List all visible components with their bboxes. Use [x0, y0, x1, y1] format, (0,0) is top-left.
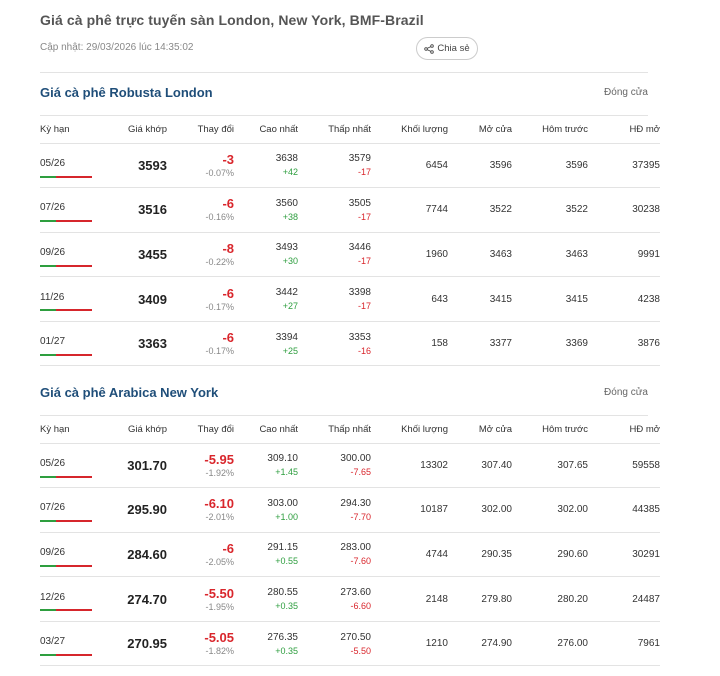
- low-value: 3579: [348, 153, 371, 165]
- prev-value: 290.60: [557, 548, 588, 560]
- high-cell: [234, 621, 298, 666]
- share-icon: [424, 44, 434, 54]
- table-row[interactable]: [40, 532, 660, 577]
- high-value: 3493: [275, 242, 298, 254]
- high-value: 291.15: [267, 542, 298, 554]
- change-value: -8: [222, 240, 234, 256]
- range-bar: [40, 565, 92, 567]
- arabica-rows: [40, 443, 660, 666]
- table-row[interactable]: [40, 188, 660, 233]
- high-value: 3560: [275, 197, 298, 209]
- term-cell: [40, 143, 100, 188]
- col-header-change: Thay đổi: [167, 416, 234, 443]
- high-cell: [234, 143, 298, 188]
- table-row[interactable]: [40, 577, 660, 622]
- range-bar: [40, 354, 92, 356]
- volume-cell: [371, 188, 448, 233]
- low-diff: -7.60: [350, 556, 371, 567]
- low-diff: -17: [357, 167, 371, 178]
- volume-cell: [371, 277, 448, 322]
- open-value: 3522: [489, 204, 512, 216]
- high-value: 3638: [275, 153, 298, 165]
- share-label: Chia sẻ: [437, 43, 470, 54]
- high-value: 3394: [275, 331, 298, 343]
- range-bar: [40, 265, 92, 267]
- prev-value: 3369: [565, 338, 588, 350]
- prev-value: 302.00: [557, 504, 588, 516]
- col-header-term: Kỳ hạn: [40, 416, 100, 443]
- low-value: 273.60: [340, 587, 371, 599]
- low-cell: [298, 488, 371, 533]
- col-header-oi: HĐ mở: [588, 416, 660, 443]
- change-value: -6.10: [204, 496, 234, 512]
- table-row[interactable]: [40, 321, 660, 366]
- prev-cell: [512, 577, 588, 622]
- open-value: 3415: [489, 293, 512, 305]
- open-cell: [448, 532, 512, 577]
- volume-value: 643: [431, 293, 448, 305]
- term-label: 03/27: [40, 636, 66, 648]
- price-cell: [100, 488, 167, 533]
- prev-cell: [512, 532, 588, 577]
- change-value: -3: [222, 151, 234, 167]
- volume-value: 2148: [425, 593, 448, 605]
- col-header-volume: Khối lượng: [371, 416, 448, 443]
- col-header-change: Thay đổi: [167, 116, 234, 143]
- volume-value: 13302: [420, 459, 448, 471]
- term-cell: [40, 277, 100, 322]
- change-value: -6: [222, 285, 234, 301]
- low-cell: [298, 532, 371, 577]
- change-cell: [167, 621, 234, 666]
- oi-cell: [588, 488, 660, 533]
- change-percent: -0.07%: [205, 167, 234, 178]
- high-diff: +0.55: [275, 556, 298, 567]
- high-cell: [234, 488, 298, 533]
- high-diff: +42: [282, 167, 298, 178]
- price-cell: [100, 532, 167, 577]
- open-cell: [448, 188, 512, 233]
- section-title-arabica: Giá cà phê Arabica New York: [40, 385, 219, 400]
- change-percent: -2.01%: [205, 512, 234, 523]
- high-value: 276.35: [267, 631, 298, 643]
- match-price: 284.60: [127, 546, 167, 562]
- term-label: 07/26: [40, 502, 66, 514]
- change-cell: [167, 232, 234, 277]
- low-cell: [298, 321, 371, 366]
- prev-cell: [512, 443, 588, 488]
- volume-value: 7744: [425, 204, 448, 216]
- low-value: 294.30: [340, 497, 371, 509]
- term-label: 05/26: [40, 157, 66, 169]
- table-row[interactable]: [40, 232, 660, 277]
- low-value: 3505: [348, 197, 371, 209]
- volume-cell: [371, 232, 448, 277]
- volume-cell: [371, 143, 448, 188]
- price-cell: [100, 143, 167, 188]
- term-label: 01/27: [40, 336, 66, 348]
- match-price: 295.90: [127, 502, 167, 518]
- term-label: 07/26: [40, 202, 66, 214]
- col-header-price: Giá khớp: [100, 116, 167, 143]
- change-value: -5.50: [204, 585, 234, 601]
- open-value: 3463: [489, 248, 512, 260]
- prev-value: 3522: [565, 204, 588, 216]
- price-cell: [100, 443, 167, 488]
- open-value: 302.00: [481, 504, 512, 516]
- arabica-table: [40, 416, 660, 666]
- open-cell: [448, 621, 512, 666]
- price-cell: [100, 621, 167, 666]
- low-diff: -16: [357, 345, 371, 356]
- match-price: 274.70: [127, 591, 167, 607]
- table-row[interactable]: [40, 443, 660, 488]
- high-cell: [234, 532, 298, 577]
- change-cell: [167, 188, 234, 233]
- updated-timestamp: Cập nhật: 29/03/2026 lúc 14:35:02: [40, 42, 194, 53]
- robusta-rows: [40, 143, 660, 366]
- range-bar: [40, 654, 92, 656]
- price-cell: [100, 321, 167, 366]
- range-bar: [40, 176, 92, 178]
- low-value: 3398: [348, 287, 371, 299]
- open-cell: [448, 577, 512, 622]
- change-value: -6: [222, 330, 234, 346]
- change-cell: [167, 443, 234, 488]
- low-diff: -6.60: [350, 601, 371, 612]
- term-cell: [40, 577, 100, 622]
- low-diff: -7.70: [350, 511, 371, 522]
- prev-cell: [512, 321, 588, 366]
- low-diff: -17: [357, 211, 371, 222]
- term-label: 09/26: [40, 246, 66, 258]
- high-value: 303.00: [267, 497, 298, 509]
- change-value: -5.95: [204, 451, 234, 467]
- open-value: 307.40: [481, 459, 512, 471]
- change-percent: -1.92%: [205, 467, 234, 478]
- low-value: 3353: [348, 331, 371, 343]
- volume-cell: [371, 443, 448, 488]
- open-cell: [448, 143, 512, 188]
- oi-cell: [588, 577, 660, 622]
- prev-value: 3415: [565, 293, 588, 305]
- volume-cell: [371, 532, 448, 577]
- price-cell: [100, 277, 167, 322]
- change-cell: [167, 577, 234, 622]
- change-percent: -0.17%: [205, 346, 234, 357]
- open-value: 274.90: [481, 638, 512, 650]
- change-value: -6: [222, 540, 234, 556]
- term-label: 09/26: [40, 546, 66, 558]
- low-cell: [298, 232, 371, 277]
- open-value: 279.80: [481, 593, 512, 605]
- oi-cell: [588, 143, 660, 188]
- term-cell: [40, 443, 100, 488]
- prev-value: 280.20: [557, 593, 588, 605]
- open-value: 3596: [489, 159, 512, 171]
- low-cell: [298, 621, 371, 666]
- volume-value: 1960: [425, 248, 448, 260]
- high-value: 280.55: [267, 587, 298, 599]
- col-header-low: Thấp nhất: [298, 116, 371, 143]
- low-cell: [298, 277, 371, 322]
- high-diff: +1.00: [275, 511, 298, 522]
- high-diff: +1.45: [275, 467, 298, 478]
- table-header: [40, 416, 660, 443]
- match-price: 301.70: [127, 457, 167, 473]
- open-interest-value: 37395: [632, 159, 660, 171]
- high-diff: +38: [282, 211, 298, 222]
- open-interest-value: 44385: [632, 504, 660, 516]
- oi-cell: [588, 188, 660, 233]
- term-cell: [40, 621, 100, 666]
- change-cell: [167, 488, 234, 533]
- open-interest-value: 7961: [637, 638, 660, 650]
- oi-cell: [588, 277, 660, 322]
- change-cell: [167, 321, 234, 366]
- prev-cell: [512, 232, 588, 277]
- high-cell: [234, 321, 298, 366]
- high-value: 3442: [275, 287, 298, 299]
- open-interest-value: 4238: [637, 293, 660, 305]
- table-row[interactable]: [40, 277, 660, 322]
- open-interest-value: 59558: [632, 459, 660, 471]
- high-diff: +30: [282, 256, 298, 267]
- match-price: 270.95: [127, 636, 167, 652]
- open-interest-value: 30238: [632, 204, 660, 216]
- price-cell: [100, 577, 167, 622]
- change-value: -6: [222, 196, 234, 212]
- prev-cell: [512, 143, 588, 188]
- col-header-prev: Hôm trước: [512, 416, 588, 443]
- volume-cell: [371, 577, 448, 622]
- oi-cell: [588, 532, 660, 577]
- prev-value: 276.00: [557, 638, 588, 650]
- high-diff: +25: [282, 345, 298, 356]
- low-value: 3446: [348, 242, 371, 254]
- low-diff: -7.65: [350, 467, 371, 478]
- prev-cell: [512, 188, 588, 233]
- oi-cell: [588, 443, 660, 488]
- high-cell: [234, 232, 298, 277]
- low-cell: [298, 577, 371, 622]
- volume-value: 10187: [420, 504, 448, 516]
- high-diff: +0.35: [275, 645, 298, 656]
- price-cell: [100, 232, 167, 277]
- table-header: [40, 116, 660, 143]
- oi-cell: [588, 321, 660, 366]
- term-label: 11/26: [40, 291, 65, 303]
- high-diff: +27: [282, 301, 298, 312]
- match-price: 3516: [138, 202, 167, 218]
- table-row[interactable]: [40, 143, 660, 188]
- low-value: 300.00: [340, 453, 371, 465]
- term-cell: [40, 321, 100, 366]
- low-cell: [298, 188, 371, 233]
- match-price: 3455: [138, 246, 167, 262]
- col-header-low: Thấp nhất: [298, 416, 371, 443]
- low-diff: -17: [357, 256, 371, 267]
- change-percent: -0.17%: [205, 301, 234, 312]
- open-interest-value: 30291: [632, 548, 660, 560]
- page-title: Giá cà phê trực tuyến sàn London, New York, BMF-Brazil: [40, 12, 424, 28]
- col-header-oi: HĐ mở: [588, 116, 660, 143]
- term-cell: [40, 532, 100, 577]
- change-value: -5.05: [204, 630, 234, 646]
- high-cell: [234, 188, 298, 233]
- change-percent: -1.95%: [205, 601, 234, 612]
- col-header-term: Kỳ hạn: [40, 116, 100, 143]
- low-diff: -5.50: [350, 645, 371, 656]
- match-price: 3363: [138, 336, 167, 352]
- high-cell: [234, 443, 298, 488]
- high-value: 309.10: [267, 453, 298, 465]
- robusta-table: [40, 116, 660, 366]
- change-percent: -0.16%: [205, 212, 234, 223]
- oi-cell: [588, 621, 660, 666]
- high-cell: [234, 577, 298, 622]
- header-divider: [40, 72, 648, 73]
- change-cell: [167, 532, 234, 577]
- volume-cell: [371, 321, 448, 366]
- change-percent: -2.05%: [205, 556, 234, 567]
- col-header-volume: Khối lượng: [371, 116, 448, 143]
- open-interest-value: 24487: [632, 593, 660, 605]
- market-status-arabica: Đóng cửa: [604, 387, 648, 398]
- range-bar: [40, 476, 92, 478]
- prev-value: 3463: [565, 248, 588, 260]
- prev-cell: [512, 488, 588, 533]
- open-interest-value: 3876: [637, 338, 660, 350]
- low-value: 283.00: [340, 542, 371, 554]
- change-cell: [167, 277, 234, 322]
- range-bar: [40, 309, 92, 311]
- low-diff: -17: [357, 301, 371, 312]
- section-title-robusta: Giá cà phê Robusta London: [40, 85, 213, 100]
- market-status-robusta: Đóng cửa: [604, 87, 648, 98]
- open-cell: [448, 277, 512, 322]
- open-value: 3377: [489, 338, 512, 350]
- table-row[interactable]: [40, 488, 660, 533]
- change-percent: -0.22%: [205, 256, 234, 267]
- match-price: 3409: [138, 291, 167, 307]
- prev-value: 3596: [565, 159, 588, 171]
- col-header-high: Cao nhất: [234, 116, 298, 143]
- term-cell: [40, 232, 100, 277]
- oi-cell: [588, 232, 660, 277]
- col-header-price: Giá khớp: [100, 416, 167, 443]
- table-row[interactable]: [40, 621, 660, 666]
- volume-value: 6454: [425, 159, 448, 171]
- high-cell: [234, 277, 298, 322]
- prev-cell: [512, 621, 588, 666]
- range-bar: [40, 609, 92, 611]
- term-cell: [40, 488, 100, 533]
- open-cell: [448, 321, 512, 366]
- col-header-open: Mở cửa: [448, 116, 512, 143]
- col-header-open: Mở cửa: [448, 416, 512, 443]
- prev-cell: [512, 277, 588, 322]
- range-bar: [40, 220, 92, 222]
- low-value: 270.50: [340, 631, 371, 643]
- volume-cell: [371, 488, 448, 533]
- term-label: 05/26: [40, 457, 66, 469]
- open-value: 290.35: [481, 548, 512, 560]
- low-cell: [298, 443, 371, 488]
- low-cell: [298, 143, 371, 188]
- open-interest-value: 9991: [637, 248, 660, 260]
- volume-value: 1210: [425, 638, 448, 650]
- open-cell: [448, 232, 512, 277]
- prev-value: 307.65: [557, 459, 588, 471]
- high-diff: +0.35: [275, 601, 298, 612]
- share-button[interactable]: [416, 37, 478, 60]
- change-percent: -1.82%: [205, 646, 234, 657]
- change-cell: [167, 143, 234, 188]
- volume-cell: [371, 621, 448, 666]
- match-price: 3593: [138, 157, 167, 173]
- term-cell: [40, 188, 100, 233]
- col-header-high: Cao nhất: [234, 416, 298, 443]
- volume-value: 4744: [425, 548, 448, 560]
- volume-value: 158: [431, 338, 448, 350]
- price-cell: [100, 188, 167, 233]
- col-header-prev: Hôm trước: [512, 116, 588, 143]
- open-cell: [448, 488, 512, 533]
- open-cell: [448, 443, 512, 488]
- range-bar: [40, 520, 92, 522]
- term-label: 12/26: [40, 591, 66, 603]
